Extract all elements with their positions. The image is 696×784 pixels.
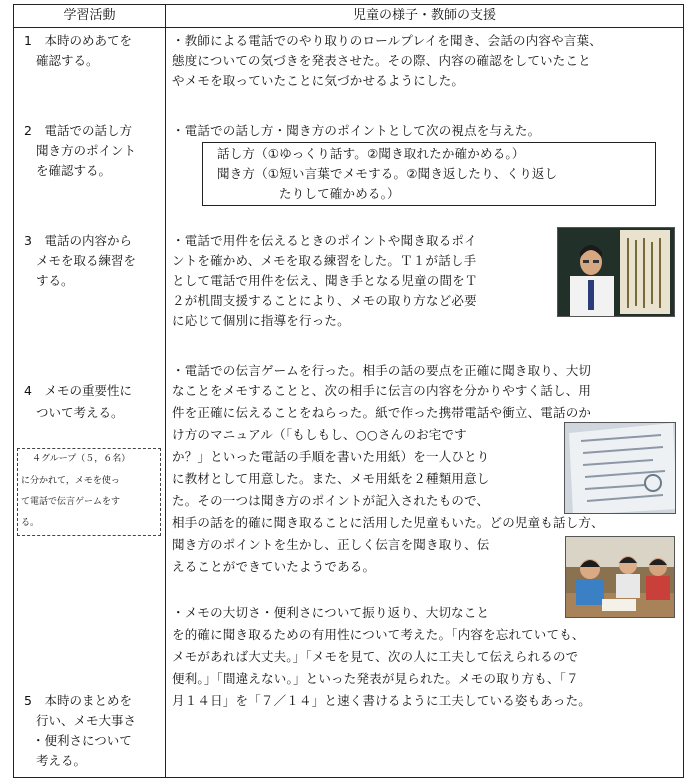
activity-3-line2: メモを取る練習を bbox=[36, 253, 137, 268]
activity-5-line4: 考える。 bbox=[36, 753, 87, 768]
lesson-table bbox=[13, 4, 684, 778]
support-p4-line10: えることができていたようである。 bbox=[172, 559, 376, 574]
activity-5-line1: 5 本時のまとめを bbox=[24, 693, 132, 708]
group-note-line2: に分かれて，メモを使っ bbox=[21, 476, 120, 486]
support-p4-line8: 相手の話を的確に聞き取ることに活用した児童もいた。どの児童も話し方、 bbox=[172, 515, 604, 530]
support-p4-line7: た。その一つは聞き方のポイントが記入されたもので、 bbox=[172, 493, 490, 508]
group-note-line1: ４グループ（５，６名） bbox=[32, 454, 131, 464]
header-activities: 学習活動 bbox=[63, 8, 116, 23]
support-p2: ・電話での話し方・聞き方のポイントとして次の視点を与えた。 bbox=[172, 123, 541, 138]
support-p3-line5: に応じて個別に指導を行った。 bbox=[172, 313, 350, 328]
support-p5-line3: メモがあれば大丈夫。」「メモを見て、次の人に工夫して伝えられるので bbox=[172, 649, 579, 664]
support-p5-line1: ・メモの大切さ・便利さについて振り返り、大切なこと bbox=[172, 605, 490, 620]
support-p4-line2: なことをメモすることと、次の相手に伝言の内容を分かりやすく話し、用 bbox=[172, 383, 592, 398]
students-photo bbox=[565, 536, 675, 618]
support-p4-line9: 聞き方のポイントを生かし、正しく伝言を聞き取り、伝 bbox=[172, 537, 490, 552]
support-p4-line5: か？」といった電話の手順を書いた用紙）を一人ひとり bbox=[172, 449, 490, 464]
group-note-line3: て電話で伝言ゲームをす bbox=[21, 497, 121, 507]
activity-3-line3: する。 bbox=[36, 273, 74, 288]
activity-1-line2: 確認する。 bbox=[36, 53, 99, 68]
support-p5-line4: 便利。」「間違えない。」といった発表が見られた。メモの取り方も、「７ bbox=[172, 671, 579, 686]
header-divider bbox=[14, 27, 683, 28]
worksheet-photo bbox=[564, 422, 676, 514]
support-p4-line1: ・電話での伝言ゲームを行った。相手の話の要点を正確に聞き取り、大切 bbox=[172, 363, 592, 378]
support-p5-line5: 月１４日」を「７／１４」と速く書けるように工夫している姿もあった。 bbox=[172, 693, 591, 708]
activity-2-line3: を確認する。 bbox=[36, 163, 112, 178]
support-p4-line4: け方のマニュアル（「もしもし、○○さんのお宅です bbox=[172, 427, 467, 442]
activity-4-line2: ついて考える。 bbox=[36, 405, 124, 420]
support-p5-line2: を的確に聞き取るための有用性について考えた。「内容を忘れていても、 bbox=[172, 627, 585, 642]
speaking-points: 話し方（①ゆっくり話す。②聞き取れたか確かめる。） bbox=[217, 146, 525, 161]
support-p1-line2: 態度についての気づきを発表させた。その際、内容の確認をしていたこと bbox=[172, 53, 591, 68]
group-note-line4: る。 bbox=[21, 518, 40, 528]
support-p3-line3: として電話で用件を伝え、聞き手となる児童の間をＴ bbox=[172, 273, 478, 288]
support-p3-line2: ントを確かめ、メモを取る練習をした。Ｔ１が話し手 bbox=[172, 253, 477, 268]
activity-1-line1: 1 本時のめあてを bbox=[24, 33, 132, 48]
activity-2-line1: 2 電話での話し方 bbox=[24, 123, 132, 138]
activity-5-line3: ・便利さについて bbox=[32, 733, 132, 748]
points-box bbox=[202, 142, 656, 206]
activity-2-line2: 聞き方のポイント bbox=[36, 143, 137, 158]
support-p3-line1: ・電話で用件を伝えるときのポイントや聞き取るポイ bbox=[172, 233, 477, 248]
column-divider bbox=[165, 5, 166, 777]
support-p3-line4: ２が机間支援することにより、メモの取り方など必要 bbox=[172, 293, 477, 308]
listening-points-line2: たりして確かめる。） bbox=[279, 186, 400, 201]
teacher-photo bbox=[557, 227, 675, 317]
group-note-box bbox=[17, 448, 161, 536]
support-p4-line6: に教材として用意した。また、メモ用紙を２種類用意し bbox=[172, 471, 490, 486]
activity-3-line1: 3 電話の内容から bbox=[24, 233, 132, 248]
activity-5-line2: 行い、メモ大事さ bbox=[36, 713, 137, 728]
support-p1-line3: やメモを取っていたことに気づかせるようにした。 bbox=[172, 73, 465, 88]
listening-points-line1: 聞き方（①短い言葉でメモする。②聞き返したり、くり返し bbox=[217, 166, 558, 181]
support-p1-line1: ・教師による電話でのやり取りのロールプレイを聞き、会話の内容や言葉、 bbox=[172, 33, 602, 48]
activity-4-line1: 4 メモの重要性に bbox=[24, 383, 132, 398]
header-support: 児童の様子・教師の支援 bbox=[352, 8, 496, 23]
support-p4-line3: 件を正確に伝えることをねらった。紙で作った携帯電話や衝立、電話のか bbox=[172, 405, 592, 420]
